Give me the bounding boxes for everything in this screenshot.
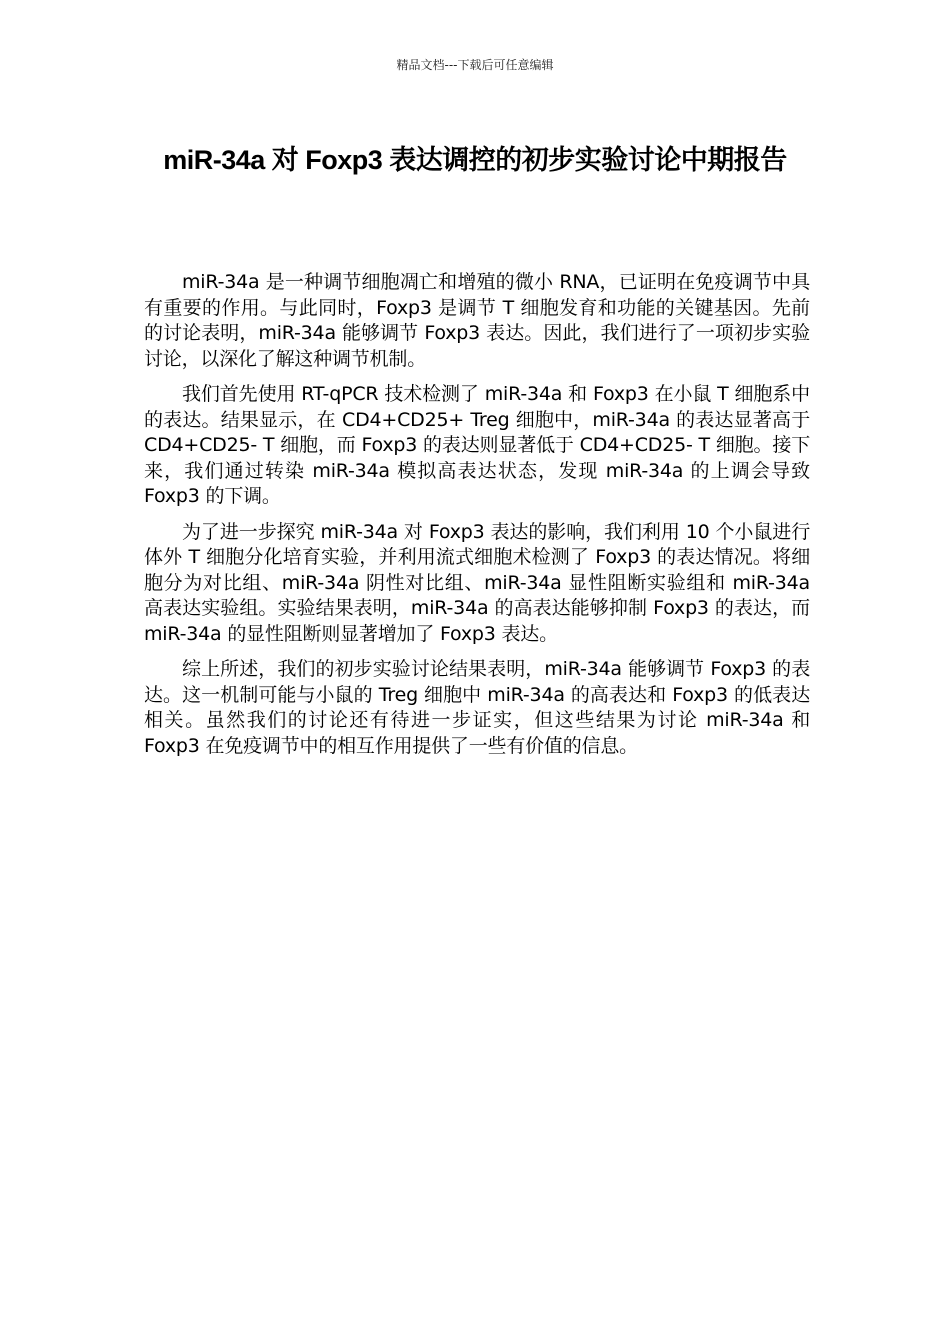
- page-header: 精品文档---下载后可任意编辑: [396, 58, 554, 72]
- paragraph-rt-qpcr: 我们首先使用 RT-qPCR 技术检测了 miR-34a 和 Foxp3 在小鼠 T 细胞系中的表达。结果显示，在 CD4+CD25+ Treg 细胞中，miR-34a 的表达显著高于 CD4+CD25- T 细胞，而 Foxp3 的表达则显著低于 CD4+CD25- T 细胞。接下来，我们通过转染 miR-34a 模拟高表达状态，发现 miR-34a 的上调会导致 Foxp3 的下调。: [144, 383, 810, 507]
- document-body: [144, 270, 810, 769]
- paragraph-experiment: 为了进一步探究 miR-34a 对 Foxp3 表达的影响，我们利用 10 个小鼠进行体外 T 细胞分化培育实验，并利用流式细胞术检测了 Foxp3 的表达情况。将细胞分为对比组、miR-34a 阴性对比组、miR-34a 显性阻断实验组和 miR-34a 高表达实验组。实验结果表明，miR-34a 的高表达能够抑制 Foxp3 的表达，而 miR-34a 的显性阻断则显著增加了 Foxp3 表达。: [144, 520, 810, 645]
- paragraph-conclusion: 综上所述，我们的初步实验讨论结果表明，miR-34a 能够调节 Foxp3 的表达。这一机制可能与小鼠的 Treg 细胞中 miR-34a 的高表达和 Foxp3 的低表达相关。虽然我们的讨论还有待进一步证实，但这些结果为讨论 miR-34a 和 Foxp3 在免疫调节中的相互作用提供了一些有价值的信息。: [144, 658, 810, 757]
- paragraph-intro: miR-34a 是一种调节细胞凋亡和增殖的微小 RNA，已证明在免疫调节中具有重要的作用。与此同时，Foxp3 是调节 T 细胞发育和功能的关键基因。先前的讨论表明，miR-34a 能够调节 Foxp3 表达。因此，我们进行了一项初步实验讨论，以深化了解这种调节机制。: [144, 271, 810, 370]
- document-title: miR-34a 对 Foxp3 表达调控的初步实验讨论中期报告: [163, 145, 787, 175]
